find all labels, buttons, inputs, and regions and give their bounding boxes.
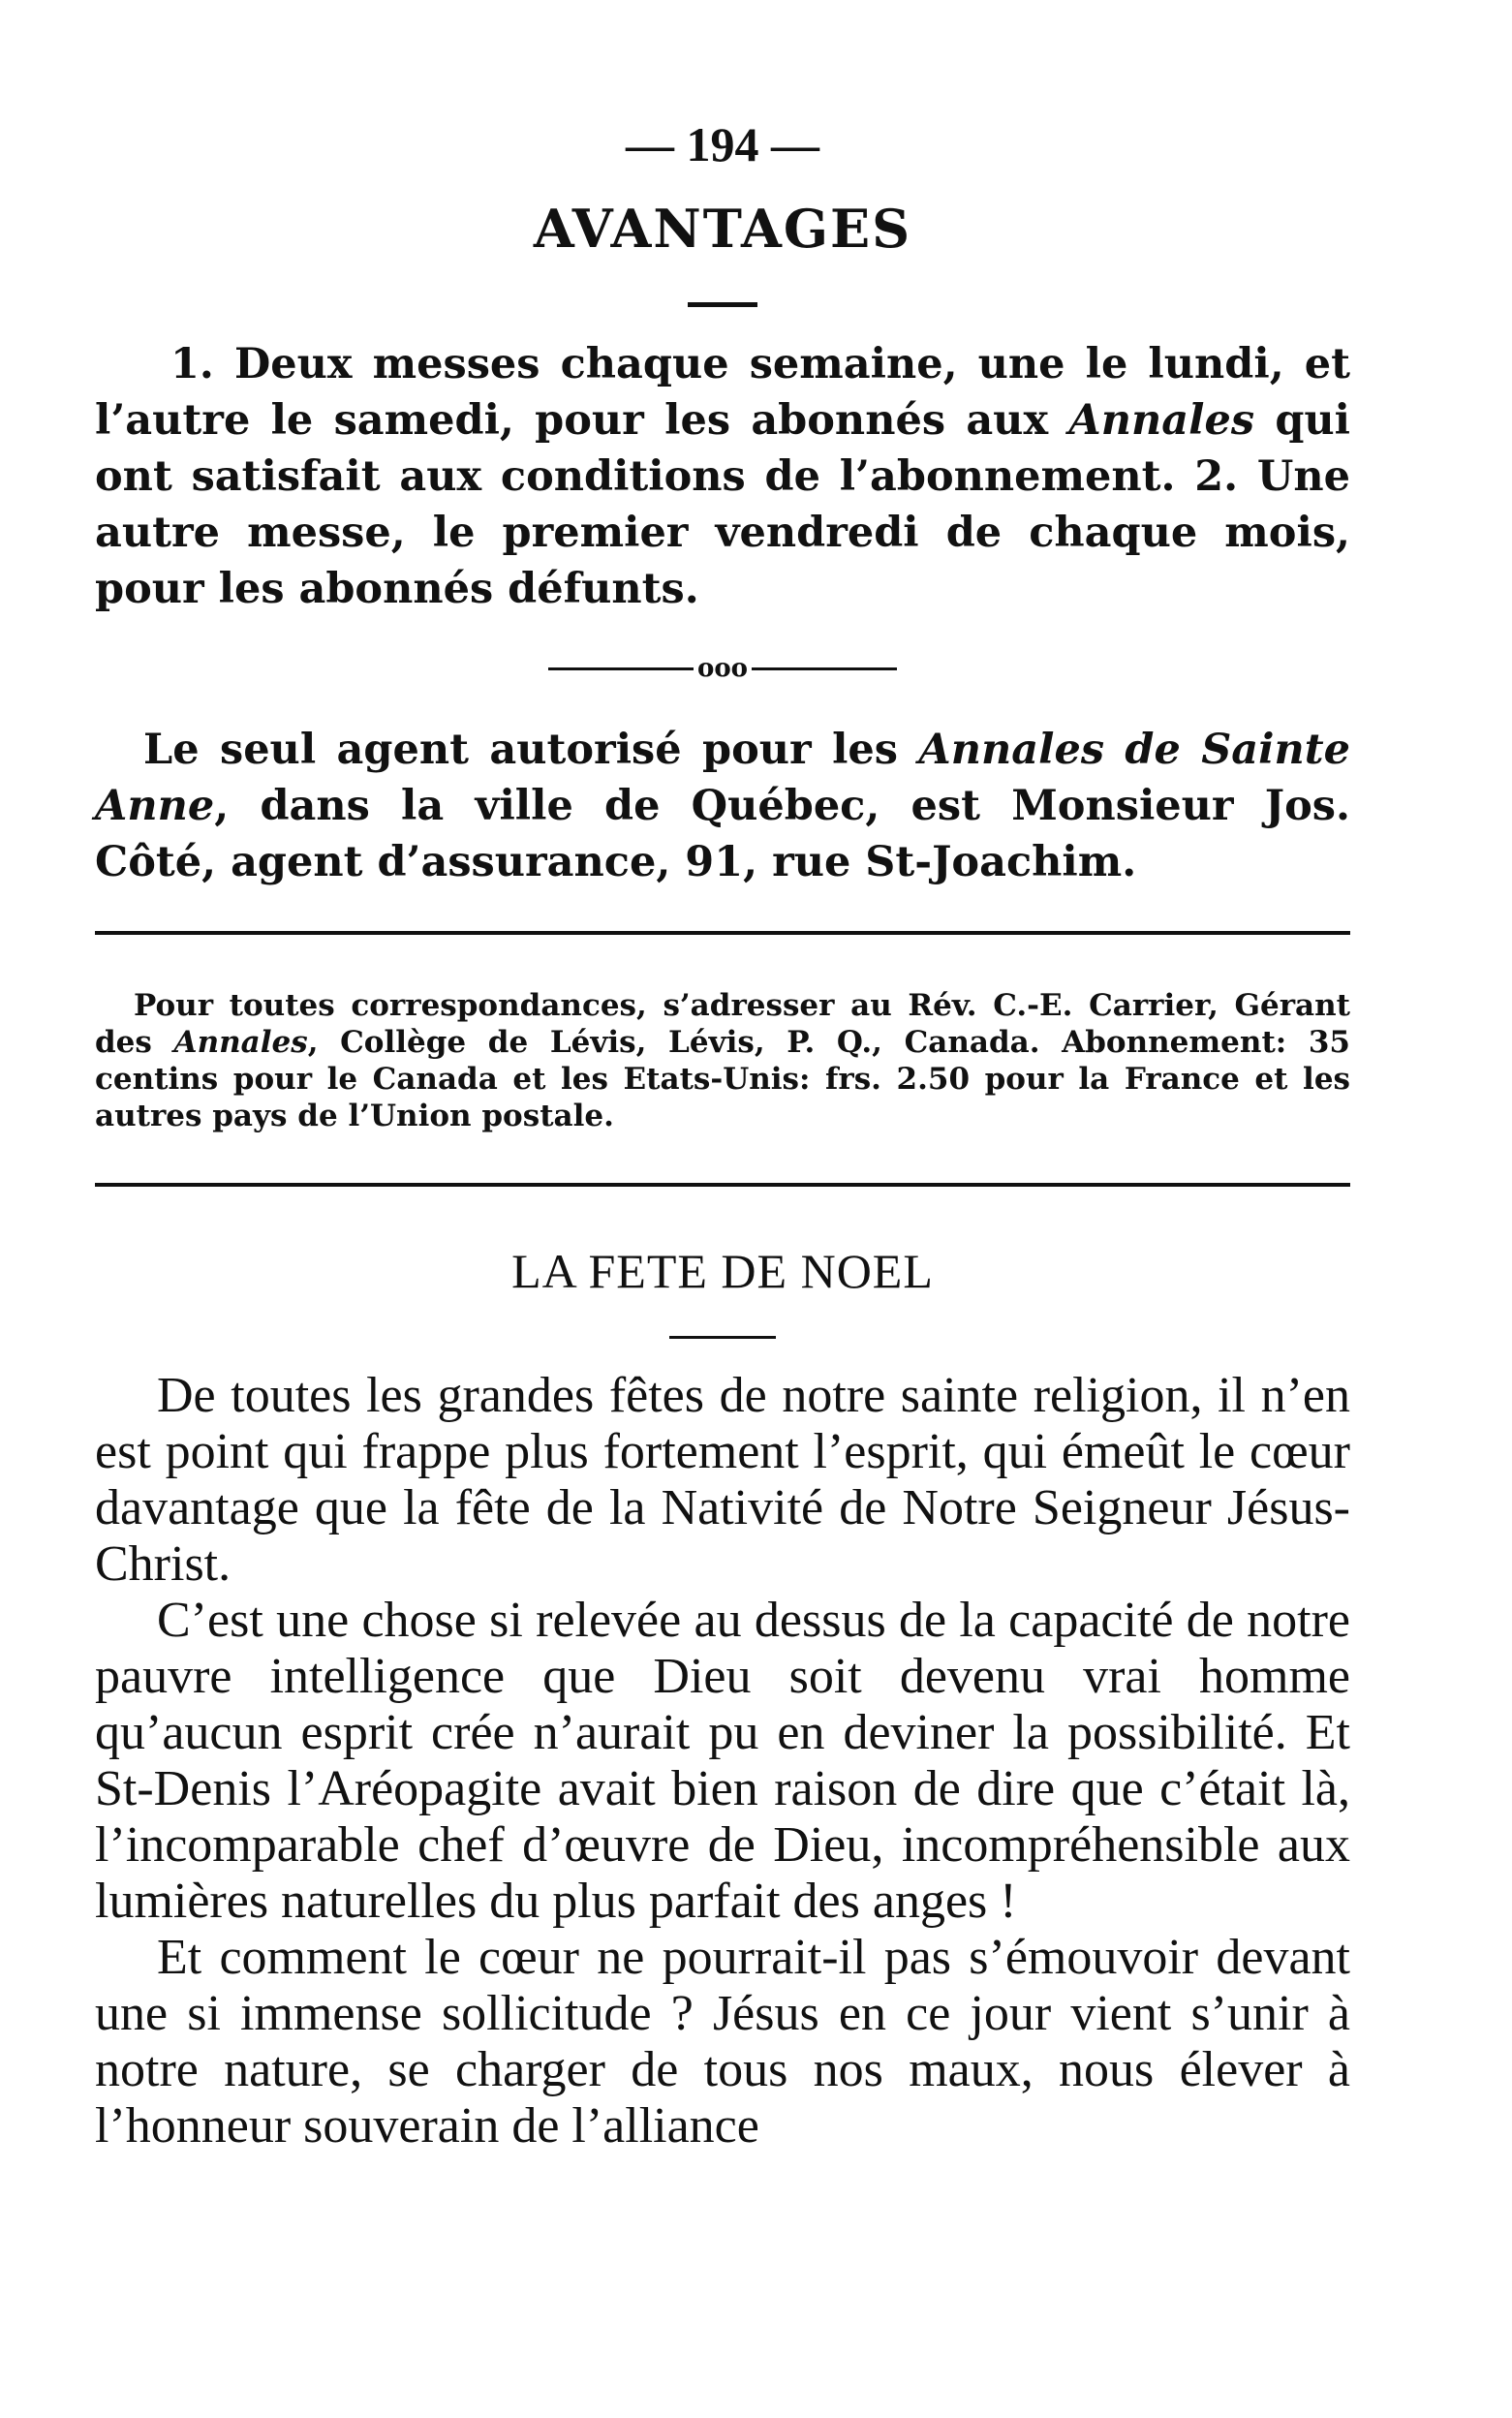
divider-mark: ooo <box>696 654 749 683</box>
avantages-italic-annales: Annales <box>1068 396 1255 445</box>
ooo-divider <box>95 654 1350 683</box>
agent-text-2: , dans la ville de Québec, est Monsieur Jos. Côté, agent d’assurance, 91, rue St-Joachim. <box>95 782 1350 886</box>
noel-title-underline <box>669 1336 776 1339</box>
noel-paragraph-3: Et comment le cœur ne pourrait-il pas s’émouvoir devant une si immense sollicitude ? Jésus en ce jour vient s’unir à notre nature, se charger de tous nos maux, nous élever à l’honneur souverain de l’alliance <box>95 1930 1350 2154</box>
divider-line-right <box>752 667 897 670</box>
section-title-noel: LA FETE DE NOEL <box>511 1244 934 1298</box>
agent-notice <box>95 722 1350 890</box>
horizontal-rule-top <box>95 931 1350 935</box>
notice-text-1: Pour toutes correspondances, s’adresser au Rév. C.-E. Carrier, Gérant des <box>95 988 1350 1060</box>
noel-paragraph-2: C’est une chose si relevée au dessus de la capacité de notre pauvre intelligence que Dieu soit devenu vrai homme qu’aucun esprit crée n’aurait pu en deviner la possibilité. Et St-Denis l’Aréopagite avait bien raison de dire que c’était là, l’incomparable chef d’œuvre de Dieu, incompréhensible aux lumières naturelles du plus parfait des anges ! <box>95 1593 1350 1929</box>
avantages-text-1: 1. Deux messes chaque semaine, une le lundi, et l’autre le samedi, pour les abonnés aux <box>95 340 1350 445</box>
correspondence-notice <box>95 987 1350 1134</box>
avantages-paragraph <box>95 336 1350 617</box>
divider-line-left <box>548 667 694 670</box>
agent-italic-annales: Annales de Sainte Anne <box>95 726 1350 830</box>
page <box>95 116 1350 2154</box>
agent-text-1: Le seul agent autorisé pour les <box>143 726 919 774</box>
horizontal-rule-bottom <box>95 1183 1350 1187</box>
avantages-text-2: qui ont satisfait aux conditions de l’abonnement. 2. Une autre messe, le premier vendredi de chaque mois, pour les abonnés défunts. <box>95 396 1350 613</box>
section-title-avantages: AVANTAGES <box>533 198 912 260</box>
page-number: — 194 — <box>626 117 819 171</box>
notice-text-2: , Collège de Lévis, Lévis, P. Q., Canada. Abonnement: 35 centins pour le Canada et les Etats-Unis: frs. 2.50 pour la France et les autres pays de l’Union postale. <box>95 1025 1350 1133</box>
notice-italic-annales: Annales <box>173 1025 308 1060</box>
noel-paragraph-1: De toutes les grandes fêtes de notre sainte religion, il n’en est point qui frappe plus fortement l’esprit, qui émeût le cœur davantage que la fête de la Nativité de Notre Seigneur Jésus-Christ. <box>95 1368 1350 1592</box>
title-underline <box>688 302 757 307</box>
